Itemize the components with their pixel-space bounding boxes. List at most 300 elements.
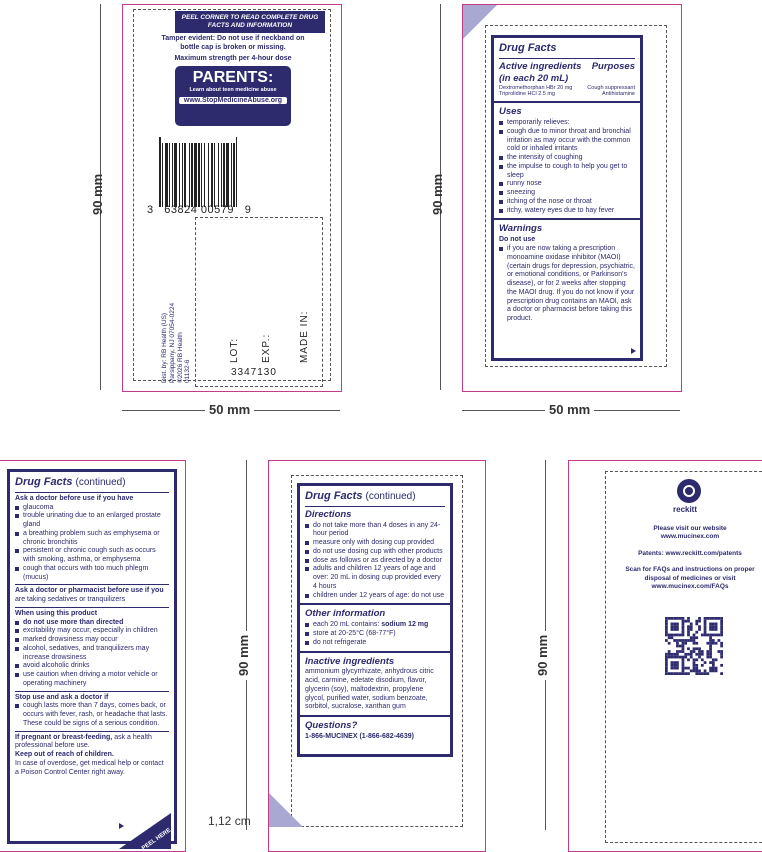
qr-module: [709, 645, 712, 648]
qr-module: [665, 631, 668, 634]
qr-module: [706, 650, 709, 653]
qr-module: [704, 620, 707, 623]
qr-module: [709, 623, 712, 626]
qr-module: [668, 642, 671, 645]
qr-module: [720, 617, 723, 620]
qr-module: [676, 623, 679, 626]
parents-url: www.StopMedicineAbuse.org: [179, 97, 287, 104]
qr-module: [715, 669, 718, 672]
qr-module: [693, 664, 696, 667]
patents-text: Patents: www.reckitt.com/patents: [638, 549, 742, 557]
stop-use-heading: Stop use and ask a doctor if: [15, 693, 109, 701]
ingredient-1: Dextromethorphan HBr 20 mg: [499, 84, 573, 91]
other-item: do not refrigerate: [305, 639, 445, 648]
qr-module: [676, 672, 679, 675]
qr-module: [717, 617, 720, 620]
qr-module: [693, 661, 696, 664]
when-using-heading: When using this product: [15, 609, 98, 617]
website-block: [621, 525, 759, 592]
qr-module: [720, 656, 723, 659]
qr-module: [673, 667, 676, 670]
use-item: the impulse to cough to help you get to sleep: [499, 163, 635, 181]
continue-arrow-icon: [631, 348, 636, 354]
qr-module: [671, 636, 674, 639]
direction-item: children under 12 years of age: do not use: [305, 592, 445, 601]
qr-module: [668, 653, 671, 656]
qr-module: [682, 667, 685, 670]
qr-module: [693, 669, 696, 672]
qr-module: [695, 636, 698, 639]
dist-line-4: 01132-6: [184, 359, 192, 383]
qr-module: [706, 653, 709, 656]
qr-module: [720, 650, 723, 653]
peel-here-label: PEEL HERE: [141, 827, 173, 852]
qr-module: [720, 628, 723, 631]
qr-module: [682, 658, 685, 661]
label-panel-3: [0, 460, 186, 852]
keep-out-text: Keep out of reach of children.: [15, 751, 114, 758]
qr-module: [693, 650, 696, 653]
qr-module: [676, 653, 679, 656]
when-item: alcohol, sedatives, and tranquilizers may increase drowsiness: [15, 645, 169, 663]
qr-module: [676, 628, 679, 631]
peel-corner: [269, 793, 303, 827]
qr-module: [665, 661, 668, 664]
qr-module: [682, 661, 685, 664]
uses-heading: Uses: [499, 106, 522, 118]
use-item: runny nose: [499, 180, 635, 189]
ask-item: trouble urinating due to an enlarged prostate gland: [15, 512, 169, 530]
direction-item: do not use dosing cup with other products: [305, 548, 445, 557]
continued-label: (continued): [75, 477, 126, 488]
qr-module: [704, 631, 707, 634]
label-panel-4: [268, 460, 486, 852]
use-item: itching of the nose or throat: [499, 198, 635, 207]
continue-arrow-icon: [119, 823, 124, 829]
qr-module: [676, 639, 679, 642]
qr-module: [709, 642, 712, 645]
qr-module: [695, 620, 698, 623]
qr-module: [665, 634, 668, 637]
qr-module: [712, 625, 715, 628]
qr-module: [673, 623, 676, 626]
qr-module: [684, 620, 687, 623]
ask-item: a breathing problem such as emphysema or chronic bronchitis: [15, 530, 169, 548]
label-panel-5: [568, 460, 762, 852]
qr-module: [715, 658, 718, 661]
qr-module: [671, 664, 674, 667]
qr-module: [693, 667, 696, 670]
qr-module: [687, 631, 690, 634]
qr-module: [690, 623, 693, 626]
continued-label: (continued): [365, 491, 416, 502]
qr-module: [687, 625, 690, 628]
qr-module: [698, 672, 701, 675]
qr-module: [679, 639, 682, 642]
qr-module: [682, 650, 685, 653]
direction-item: adults and children 12 years of age and over: 20 mL in dosing cup provided every 4 hours: [305, 565, 445, 591]
qr-module: [682, 628, 685, 631]
qr-module: [671, 656, 674, 659]
qr-module: [698, 617, 701, 620]
warning-item: if you are now taking a prescription monoamine oxidase inhibitor (MAOI) (certain drugs for depression, psychiatric, or emotional conditions, or Parkinson's disease), or for 2 weeks after stopping the MAOI drug. If you do not know if your prescription drug contains an MAOI, ask a doctor or pharmacist before taking this product.: [499, 245, 635, 324]
exp-label: EXP.:: [261, 333, 272, 363]
qr-module: [693, 642, 696, 645]
qr-module: [687, 653, 690, 656]
qr-module: [695, 623, 698, 626]
height-label: 90 mm: [236, 631, 251, 680]
lot-code: 3347130: [231, 367, 277, 378]
qr-module: [671, 625, 674, 628]
qr-module: [712, 639, 715, 642]
qr-module: [682, 669, 685, 672]
qr-module: [665, 667, 668, 670]
qr-module: [687, 658, 690, 661]
qr-module: [715, 642, 718, 645]
qr-module: [709, 661, 712, 664]
dist-line-3: ©2026 RB Health: [176, 332, 184, 383]
ask-doctor-heading: Ask a doctor before use if you have: [15, 494, 134, 502]
qr-module: [679, 645, 682, 648]
qr-module: [690, 628, 693, 631]
qr-module: [712, 642, 715, 645]
qr-module: [679, 617, 682, 620]
direction-item: do not take more than 4 doses in any 24-hour period: [305, 522, 445, 540]
dist-line-2: Parsippany, NJ 07054-0224: [168, 302, 176, 383]
qr-module: [671, 653, 674, 656]
warnings-heading: Warnings: [499, 223, 543, 235]
direction-item: dose as follows or as directed by a doctor: [305, 557, 445, 566]
qr-module: [665, 669, 668, 672]
ingredient-2-purpose: Antihistamine: [601, 91, 635, 98]
qr-module: [679, 672, 682, 675]
qr-module: [695, 669, 698, 672]
qr-module: [701, 664, 704, 667]
qr-module: [720, 653, 723, 656]
qr-module: [706, 634, 709, 637]
qr-module: [695, 664, 698, 667]
qr-module: [687, 672, 690, 675]
qr-module: [695, 631, 698, 634]
qr-module: [668, 672, 671, 675]
drug-facts-box: [7, 469, 177, 844]
qr-module: [671, 617, 674, 620]
qr-module: [704, 661, 707, 664]
qr-module: [693, 658, 696, 661]
qr-module: [682, 647, 685, 650]
qr-module: [665, 628, 668, 631]
qr-module: [665, 620, 668, 623]
qr-module: [712, 669, 715, 672]
qr-module: [695, 642, 698, 645]
qr-module: [712, 664, 715, 667]
qr-module: [720, 625, 723, 628]
qr-module: [679, 656, 682, 659]
qr-module: [682, 645, 685, 648]
qr-module: [687, 639, 690, 642]
barcode-number: 3 63824 00579 9: [147, 204, 252, 216]
qr-module: [668, 656, 671, 659]
qr-module: [684, 656, 687, 659]
qr-module: [720, 642, 723, 645]
qr-module: [704, 617, 707, 620]
direction-item: measure only with dosing cup provided: [305, 539, 445, 548]
qr-module: [704, 628, 707, 631]
cm-label: 1,12 cm: [208, 814, 251, 828]
tamper-text: Tamper evident: Do not use if neckband on bottle cap is broken or missing.: [161, 35, 305, 51]
qr-module: [676, 617, 679, 620]
qr-module: [704, 625, 707, 628]
distributor-block: [161, 303, 192, 383]
qr-module: [715, 623, 718, 626]
qr-module: [712, 617, 715, 620]
qr-module: [676, 634, 679, 637]
qr-module: [698, 620, 701, 623]
qr-module: [712, 634, 715, 637]
barcode: [159, 137, 240, 207]
qr-module: [712, 661, 715, 664]
visit-text: Please visit our website: [653, 525, 727, 532]
qr-module: [715, 667, 718, 670]
other-info-heading: Other information: [305, 608, 386, 620]
use-item: itchy, watery eyes due to hay fever: [499, 207, 635, 216]
purposes-heading: Purposes: [591, 60, 635, 72]
qr-module: [698, 669, 701, 672]
qr-module: [709, 656, 712, 659]
ingredient-1-purpose: Cough suppressant: [587, 84, 635, 91]
width-label: 50 mm: [205, 402, 254, 417]
parents-title: PARENTS:: [192, 69, 274, 86]
qr-module: [673, 661, 676, 664]
qr-module: [698, 653, 701, 656]
qr-module: [673, 656, 676, 659]
qr-module: [682, 634, 685, 637]
qr-module: [684, 653, 687, 656]
when-item: avoid alcoholic drinks: [15, 662, 169, 671]
label-panel-1: [122, 4, 342, 392]
qr-module: [709, 647, 712, 650]
qr-module: [665, 658, 668, 661]
qr-module: [695, 653, 698, 656]
qr-module: [690, 625, 693, 628]
qr-module: [671, 623, 674, 626]
when-item: excitability may occur, especially in children: [15, 627, 169, 636]
qr-module: [695, 658, 698, 661]
qr-module: [690, 639, 693, 642]
qr-module: [665, 617, 668, 620]
qr-module: [682, 617, 685, 620]
qr-module: [712, 667, 715, 670]
qr-module: [709, 636, 712, 639]
qr-module: [695, 667, 698, 670]
height-label: 90 mm: [430, 173, 445, 215]
qr-module: [687, 628, 690, 631]
when-item: do not use more than directed: [15, 619, 169, 628]
qr-module: [676, 625, 679, 628]
qr-module: [684, 642, 687, 645]
active-ingredients-heading: Active ingredients (in each 20 mL): [499, 60, 582, 84]
qr-module: [673, 639, 676, 642]
qr-module: [676, 650, 679, 653]
qr-module: [687, 667, 690, 670]
qr-module: [665, 664, 668, 667]
qr-module: [709, 669, 712, 672]
qr-module: [715, 625, 718, 628]
qr-module: [698, 647, 701, 650]
ask-item: persistent or chronic cough such as occurs with smoking, asthma, or emphysema: [15, 547, 169, 565]
qr-module: [665, 656, 668, 659]
qr-module: [687, 620, 690, 623]
qr-module: [676, 661, 679, 664]
qr-module: [701, 634, 704, 637]
ask-item: cough that occurs with too much phlegm (mucus): [15, 565, 169, 583]
qr-module: [709, 628, 712, 631]
qr-module: [720, 631, 723, 634]
qr-module: [676, 645, 679, 648]
faq-url: www.mucinex.com/FAQs: [651, 583, 729, 591]
barcode-bar: [237, 137, 240, 207]
qr-module: [706, 642, 709, 645]
qr-module: [709, 653, 712, 656]
stop-item: cough lasts more than 7 days, comes back, or occurs with fever, rash, or headache that lasts. These could be signs of a serious condition.: [15, 702, 169, 728]
when-item: use caution when driving a motor vehicle or operating machinery: [15, 671, 169, 689]
qr-module: [720, 634, 723, 637]
qr-module: [682, 625, 685, 628]
do-not-use-heading: Do not use: [499, 236, 536, 244]
qr-module: [717, 639, 720, 642]
qr-module: [684, 672, 687, 675]
qr-module: [676, 667, 679, 670]
height-label: 90 mm: [90, 173, 105, 215]
qr-module: [668, 617, 671, 620]
qr-module: [693, 634, 696, 637]
qr-module: [682, 620, 685, 623]
qr-module: [693, 639, 696, 642]
qr-module: [676, 642, 679, 645]
qr-module: [698, 625, 701, 628]
qr-module: [668, 636, 671, 639]
qr-module: [698, 628, 701, 631]
directions-heading: Directions: [305, 508, 352, 520]
qr-module: [715, 634, 718, 637]
other-item-text: each 20 mL contains:: [313, 621, 382, 629]
pregnant-heading: If pregnant or breast-feeding,: [15, 733, 113, 741]
qr-module: [682, 642, 685, 645]
qr-module: [709, 617, 712, 620]
qr-module: [679, 634, 682, 637]
brand-name: reckitt: [673, 505, 698, 514]
width-label: 50 mm: [545, 402, 594, 417]
qr-module: [673, 664, 676, 667]
drug-facts-title: Drug Facts: [305, 490, 363, 502]
qr-module: [715, 628, 718, 631]
qr-module: [720, 645, 723, 648]
qr-module: [712, 623, 715, 626]
qr-module: [690, 669, 693, 672]
qr-module: [682, 623, 685, 626]
qr-module: [698, 650, 701, 653]
qr-module: [671, 672, 674, 675]
qr-module: [709, 634, 712, 637]
qr-module: [665, 623, 668, 626]
sodium-value: sodium 12 mg: [381, 621, 429, 629]
qr-module: [701, 653, 704, 656]
inactive-heading: Inactive ingredients: [305, 655, 395, 667]
use-item: sneezing: [499, 189, 635, 198]
qr-module: [682, 639, 685, 642]
drug-facts-title: Drug Facts: [15, 476, 73, 488]
qr-module: [682, 664, 685, 667]
site-url: www.mucinex.com: [660, 533, 720, 541]
qr-module: [720, 672, 723, 675]
qr-module: [671, 634, 674, 637]
qr-module: [682, 631, 685, 634]
qr-module: [673, 672, 676, 675]
qr-module: [701, 650, 704, 653]
qr-module: [706, 617, 709, 620]
qr-module: [687, 647, 690, 650]
qr-module: [704, 634, 707, 637]
qr-code[interactable]: [665, 617, 723, 675]
qr-module: [671, 661, 674, 664]
qr-module: [665, 639, 668, 642]
ingredient-2: Triprolidine HCl 2.5 mg: [499, 91, 556, 98]
qr-module: [665, 653, 668, 656]
qr-module: [715, 617, 718, 620]
other-item: store at 20-25°C (68-77°F): [305, 630, 445, 639]
qr-module: [720, 620, 723, 623]
qr-module: [684, 667, 687, 670]
height-label: 90 mm: [535, 631, 550, 680]
pregnant-text: ask a health professional before use.: [15, 733, 152, 750]
qr-module: [673, 628, 676, 631]
qr-module: [709, 625, 712, 628]
other-item: [305, 621, 445, 630]
qr-module: [695, 672, 698, 675]
drug-facts-title: Drug Facts: [499, 42, 557, 54]
reckitt-logo-icon: [677, 479, 701, 503]
qr-module: [712, 628, 715, 631]
qr-module: [682, 672, 685, 675]
ask-item: glaucoma: [15, 504, 169, 513]
qr-module: [690, 650, 693, 653]
qr-module: [673, 617, 676, 620]
lot-label: LOT:: [229, 337, 240, 363]
qr-module: [712, 658, 715, 661]
qr-module: [673, 634, 676, 637]
qr-module: [676, 664, 679, 667]
parents-sub: Learn about teen medicine abuse: [189, 87, 277, 93]
use-item: the intensity of coughing: [499, 154, 635, 163]
qr-module: [706, 672, 709, 675]
when-item: marked drowsiness may occur: [15, 636, 169, 645]
qr-module: [717, 650, 720, 653]
qr-module: [690, 656, 693, 659]
qr-module: [668, 650, 671, 653]
qr-module: [687, 617, 690, 620]
qr-module: [676, 656, 679, 659]
qr-module: [701, 658, 704, 661]
qr-module: [668, 634, 671, 637]
qr-module: [709, 667, 712, 670]
qr-module: [720, 664, 723, 667]
ask-pharmacist-heading: Ask a doctor or pharmacist before use if you: [15, 587, 164, 595]
peel-banner: PEEL CORNER TO READ COMPLETE DRUG FACTS AND INFORMATION: [175, 11, 325, 33]
ask-pharmacist-text: are taking sedatives or tranquilizers: [15, 596, 126, 603]
qr-module: [704, 623, 707, 626]
questions-phone: 1-866-MUCINEX (1-866-682-4639): [305, 733, 414, 740]
qr-module: [720, 623, 723, 626]
